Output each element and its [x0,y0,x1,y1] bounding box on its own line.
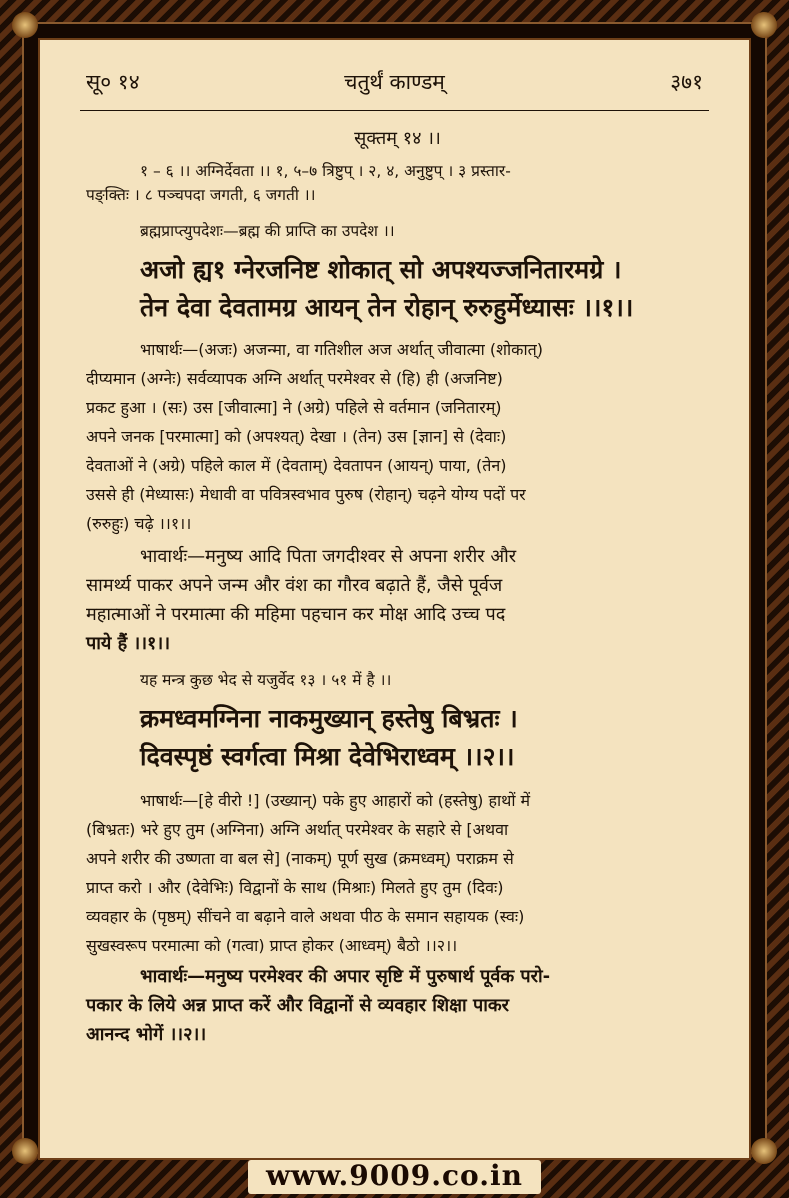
mantra-2-line-2: दिवस्पृष्ठं स्वर्गत्वा मिश्रा देवेभिराध्वम् ।।२।। [140,742,515,771]
bhashartha-2-line: अपने शरीर की उष्णता वा बल से] (नाकम्) पूर्ण सुख (क्रमध्वम्) पराक्रम से [86,849,514,868]
bhavartha-1-line: भावार्थः—मनुष्य आदि पिता जगदीश्वर से अपना शरीर और [140,546,517,567]
yajurveda-note: यह मन्त्र कुछ भेद से यजुर्वेद १३ । ५१ में है ।। [140,671,392,689]
frame-corner-ornament-tl [12,12,38,38]
bhashartha-1-line: प्रकट हुआ । (सः) उस [जीवात्मा] ने (अग्रे) पहिले से वर्तमान (जनितारम्) [86,398,502,417]
bhashartha-1 [86,335,709,538]
bhashartha-1-line: (रुरुहुः) चढ़े ।।१।। [86,514,192,533]
bhavartha-2-line: आनन्द भोगें ।।२।। [86,1024,207,1045]
bhashartha-2-line: (बिभ्रतः) भरे हुए तुम (अग्निना) अग्नि अर्थात् परमेश्वर के सहारे से [अथवा [86,820,509,839]
page-header [40,68,749,102]
bhashartha-1-line: देवताओं ने (अग्रे) पहिले काल में (देवताम्) देवतापन (आयन्) पाया, (तेन) [86,456,507,475]
bhashartha-2 [86,786,709,960]
metadata-line-1: १ – ६ ।। अग्निर्देवता ।। १, ५–७ त्रिष्टुप् । २, ४, अनुष्टुप् । ३ प्रस्तार- [140,162,511,180]
frame-corner-ornament-tr [751,12,777,38]
mantra-1-line-2: तेन देवा देवतामग्र आयन् तेन रोहान् रुरुहुर्मेध्यासः ।।१।। [140,293,634,322]
header-sukta-number: सू० १४ [86,70,140,94]
bhavartha-2-line: पकार के लिये अन्न प्राप्त करें और विद्वानों से व्यवहार शिक्षा पाकर [86,995,510,1016]
mantra-2-line-1: क्रमध्वमग्निना नाकमुख्यान् हस्तेषु बिभ्रतः । [140,704,518,733]
bhashartha-2-line: भाषार्थः—[हे वीरो !] (उख्यान्) पके हुए आहारों को (हस्तेषु) हाथों में [140,791,531,810]
bhavartha-1-line: महात्माओं ने परमात्मा की महिमा पहचान कर मोक्ष आदि उच्च पद [86,604,506,625]
bhavartha-2 [86,962,709,1049]
bhashartha-2-line: प्राप्त करो । और (देवेभिः) विद्वानों के साथ (मिश्राः) मिलते हुए तुम (दिवः) [86,878,504,897]
site-watermark: www.9009.co.in [266,1159,523,1192]
header-rule [80,110,709,111]
topic-line: ब्रह्मप्राप्त्युपदेशः—ब्रह्म की प्राप्ति का उपदेश ।। [140,222,395,240]
bhavartha-1 [86,542,709,658]
header-kanda-title: चतुर्थं काण्डम् [344,70,445,94]
bhavartha-1-line: पाये हैं ।।१।। [86,633,171,654]
bhashartha-1-line: उससे ही (मेध्यासः) मेधावी वा पवित्रस्वभाव पुरुष (रोहान्) चढ़ने योग्य पदों पर [86,485,526,504]
bhashartha-2-line: सुखस्वरूप परमात्मा को (गत्वा) प्राप्त होकर (आध्वम्) बैठो ।।२।। [86,936,458,955]
bhavartha-1-line: सामर्थ्य पाकर अपने जन्म और वंश का गौरव बढ़ाते हैं, जैसे पूर्वज [86,575,503,596]
bhashartha-1-line: अपने जनक [परमात्मा] को (अपश्यत्) देखा । (तेन) उस [ज्ञान] से (देवाः) [86,427,507,446]
mantra-1-line-1: अजो ह्य१ ग्नेरजनिष्ट शोकात् सो अपश्यज्जनितारमग्रे । [140,255,622,284]
page-body [86,124,709,1049]
book-page [38,38,751,1160]
bhashartha-1-line: भाषार्थः—(अजः) अजन्मा, वा गतिशील अज अर्थात् जीवात्मा (शोकात्) [140,340,543,359]
bhavartha-2-line: भावार्थः—मनुष्य परमेश्वर की अपार सृष्टि में पुरुषार्थ पूर्वक परो- [140,966,551,987]
bhashartha-2-line: व्यवहार के (पृष्ठम्) सींचने वा बढ़ाने वाले अथवा पीठ के समान सहायक (स्वः) [86,907,525,926]
bhashartha-1-line: दीप्यमान (अग्नेः) सर्वव्यापक अग्नि अर्थात् परमेश्वर से (हि) ही (अजनिष्ट) [86,369,503,388]
sukta-title: सूक्तम् १४ ।। [354,128,441,149]
metadata-line-2: पङ्क्तिः । ८ पञ्चपदा जगती, ६ जगती ।। [86,186,316,204]
header-page-number: ३७१ [670,70,703,94]
